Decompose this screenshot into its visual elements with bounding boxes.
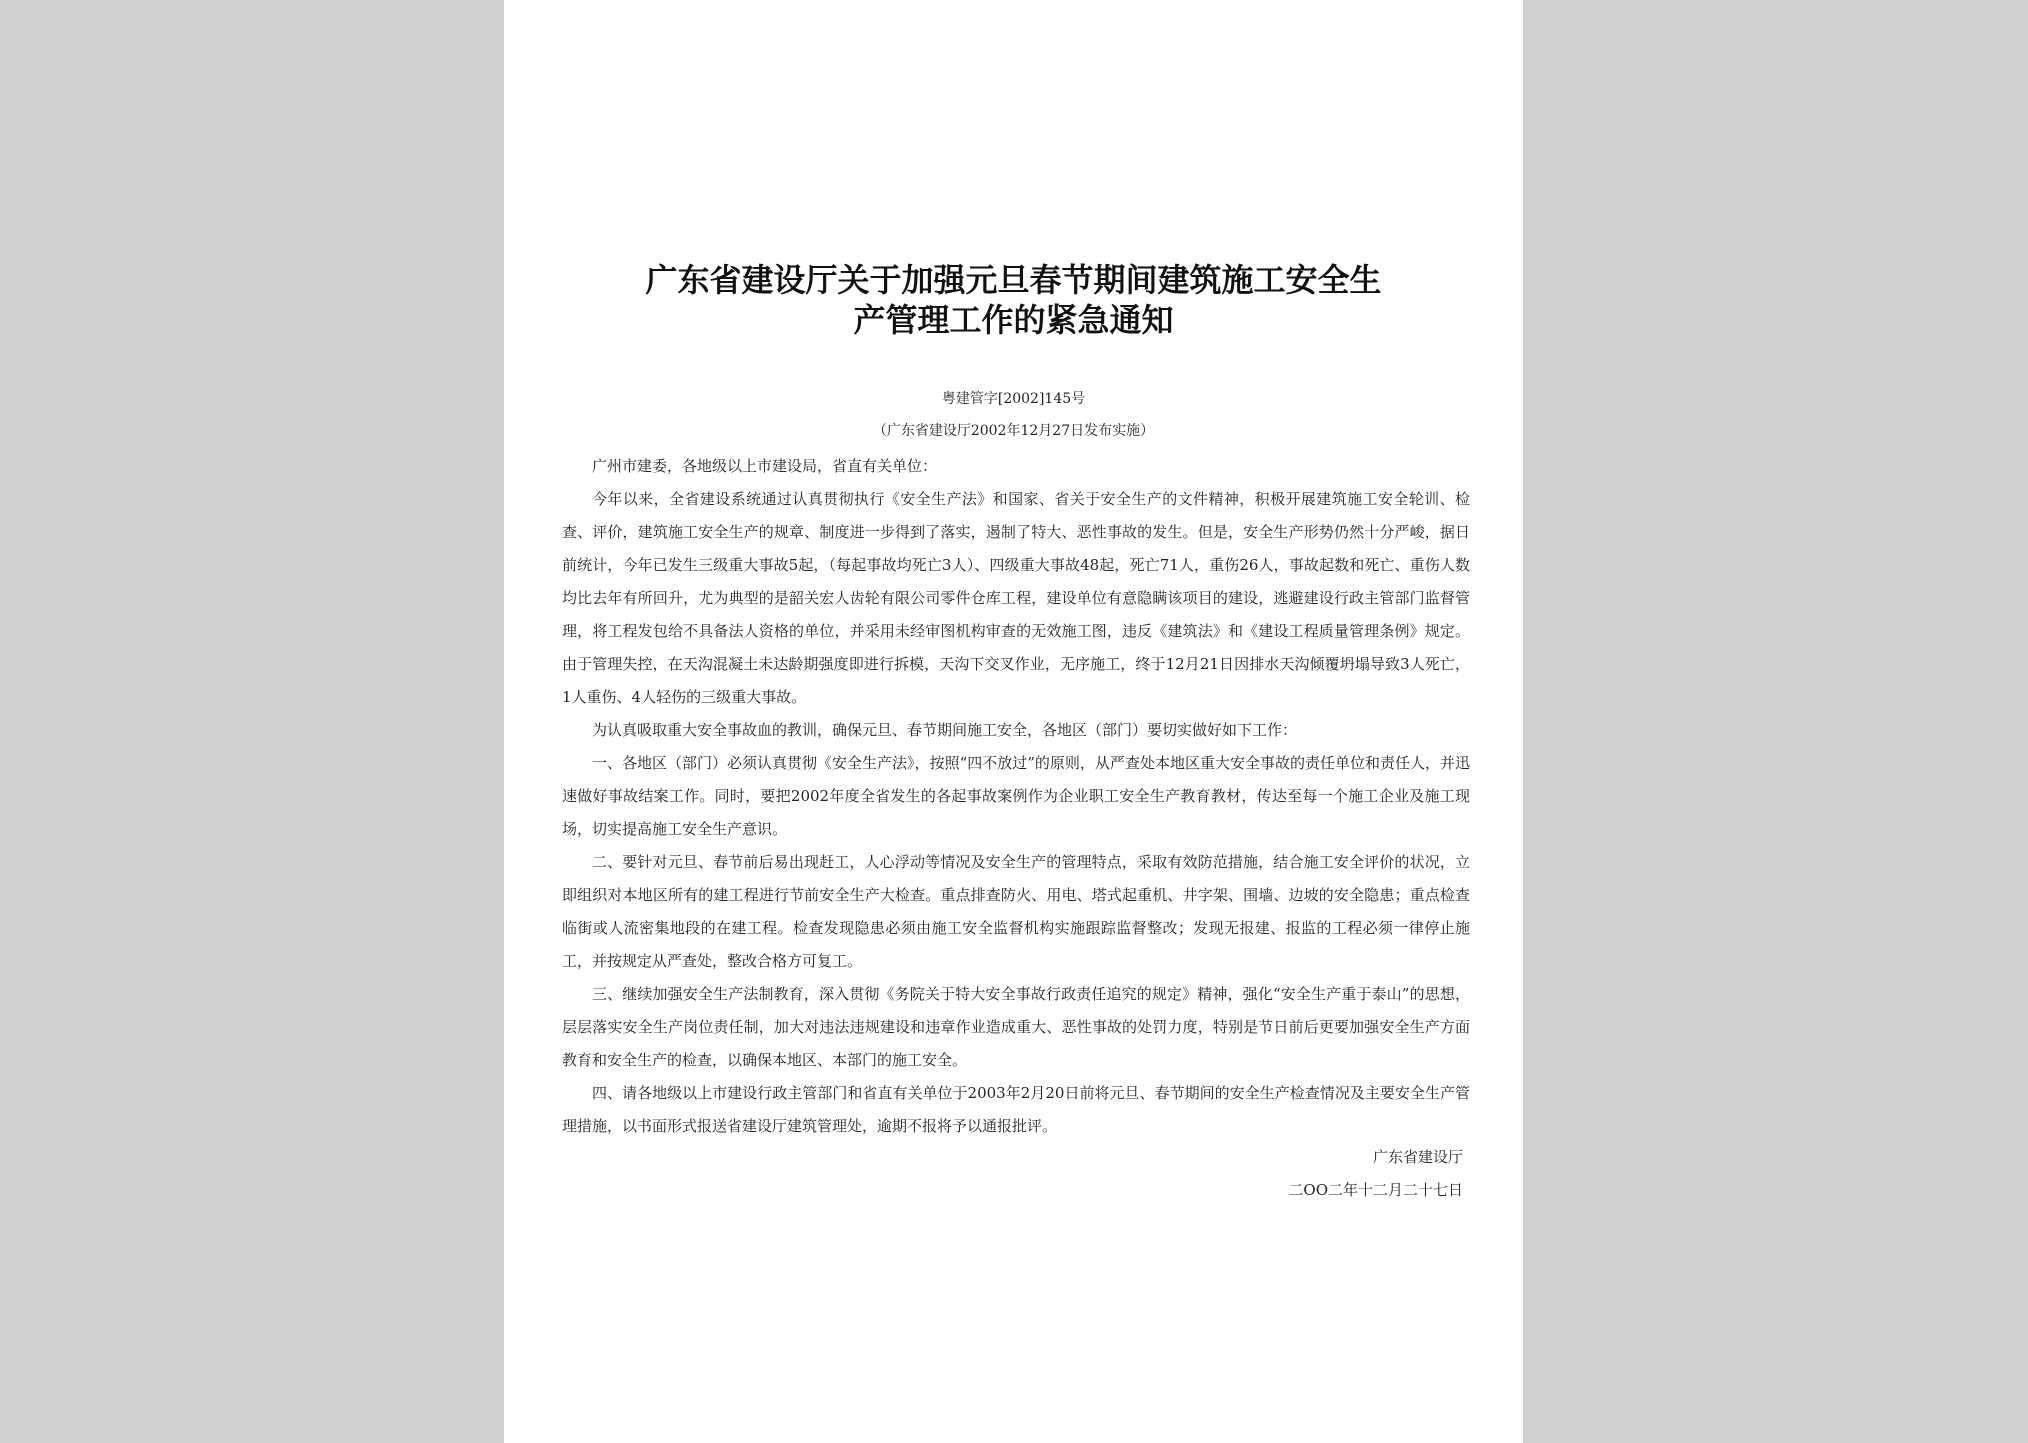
body-paragraph: 三、继续加强安全生产法制教育，深入贯彻《务院关于特大安全事故行政责任追究的规定》精神，强化“安全生产重于泰山”的思想，层层落实安全生产岗位责任制，加大对违法违规建设和违章作业造成重大、恶性事故的处罚力度，特别是节日前后更要加强安全生产方面教育和安全生产的检查，以确保本地区、本部门的施工安全。 [562, 985, 1470, 1069]
body-paragraph: 二、要针对元旦、春节前后易出现赶工，人心浮动等情况及安全生产的管理特点，采取有效防范措施，结合施工安全评价的状况，立即组织对本地区所有的建工程进行节前安全生产大检查。重点排查防火、用电、塔式起重机、井字架、围墙、边坡的安全隐患；重点检查临街或人流密集地段的在建工程。检查发现隐患必须由施工安全监督机构实施跟踪监督整改；发现无报建、报监的工程必须一律停止施工，并按规定从严查处，整改合格方可复工。 [562, 853, 1470, 970]
document-title [504, 260, 1523, 340]
document-number: 粤建管字[2002]145号 [941, 391, 1086, 407]
title-line-1: 广东省建设厅关于加强元旦春节期间建筑施工安全生 [645, 261, 1382, 299]
body-paragraph: 四、请各地级以上市建设行政主管部门和省直有关单位于2003年2月20日前将元旦、春节期间的安全生产检查情况及主要安全生产管理措施，以书面形式报送省建设厅建筑管理处，逾期不报将予以通报批评。 [562, 1084, 1470, 1135]
document-page [504, 0, 1523, 1443]
signature-block [1288, 1141, 1463, 1207]
signature-org: 广东省建设厅 [1372, 1148, 1463, 1166]
document-body [562, 450, 1470, 1143]
body-paragraph: 一、各地区（部门）必须认真贯彻《安全生产法》，按照“四不放过”的原则，从严查处本地区重大安全事故的责任单位和责任人，并迅速做好事故结案工作。同时，要把2002年度全省发生的各起事故案例作为企业职工安全生产教育教材，传达至每一个施工企业及施工现场，切实提高施工安全生产意识。 [562, 754, 1470, 838]
title-line-2: 产管理工作的紧急通知 [853, 301, 1174, 339]
signature-date: 二OO二年十二月二十七日 [1288, 1181, 1463, 1199]
salutation: 广州市建委，各地级以上市建设局，省直有关单位： [592, 457, 938, 475]
document-issued-note: （广东省建设厅2002年12月27日发布实施） [872, 423, 1155, 439]
body-paragraph: 今年以来，全省建设系统通过认真贯彻执行《安全生产法》和国家、省关于安全生产的文件精神，积极开展建筑施工安全轮训、检查、评价，建筑施工安全生产的规章、制度进一步得到了落实，遏制了特大、恶性事故的发生。但是，安全生产形势仍然十分严峻，据日前统计，今年已发生三级重大事故5起，（每起事故均死亡3人）、四级重大事故48起，死亡71人，重伤26人，事故起数和死亡、重伤人数均比去年有所回升，尤为典型的是韶关宏人齿轮有限公司零件仓库工程，建设单位有意隐瞒该项目的建设，逃避建设行政主管部门监督管理，将工程发包给不具备法人资格的单位，并采用未经审图机构审查的无效施工图，违反《建筑法》和《建设工程质量管理条例》规定。由于管理失控，在天沟混凝土未达龄期强度即进行拆模，天沟下交叉作业，无序施工，终于12月21日因排水天沟倾覆坍塌导致3人死亡，1人重伤、4人轻伤的三级重大事故。 [562, 490, 1470, 706]
body-paragraph: 为认真吸取重大安全事故血的教训，确保元旦、春节期间施工安全，各地区（部门）要切实做好如下工作： [592, 721, 1298, 739]
